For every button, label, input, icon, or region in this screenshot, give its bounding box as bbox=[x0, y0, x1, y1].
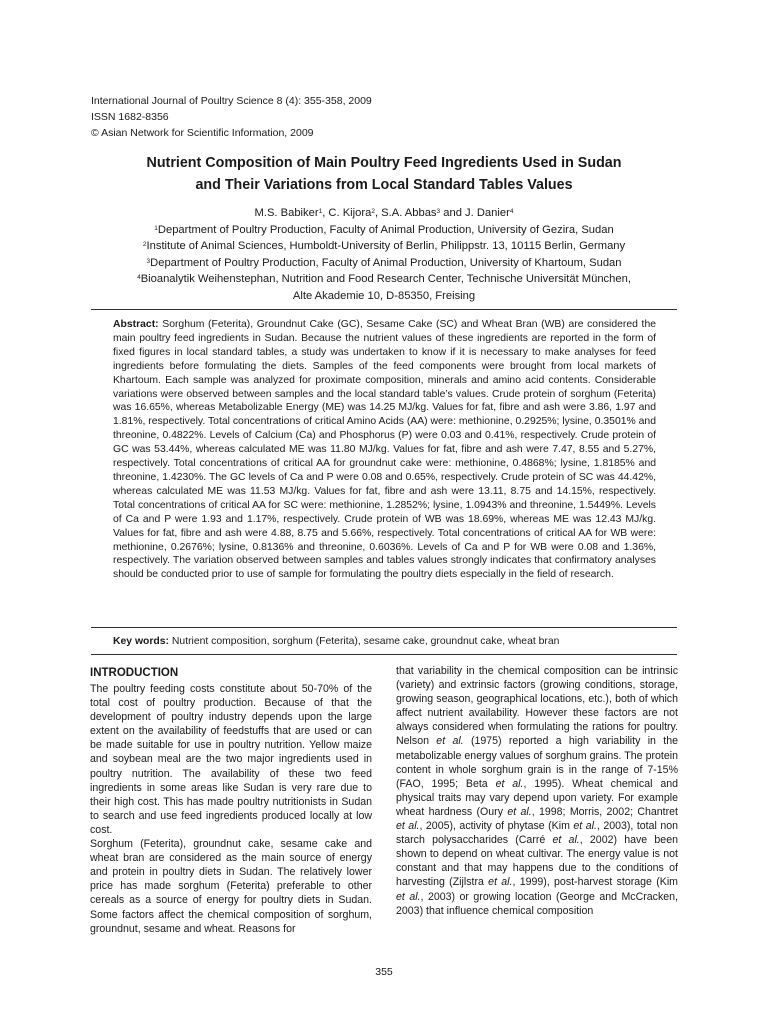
left-column bbox=[90, 664, 372, 936]
author-name: S.A. Abbas bbox=[381, 207, 437, 219]
affiliation bbox=[80, 271, 688, 288]
text-run-italic: et al. bbox=[495, 777, 524, 790]
text-run: , 2003) or growing location (George and McCracken, 2003) that influence chemical composition bbox=[396, 890, 678, 917]
text-run: , 2003), total non starch polysaccharides (Carré bbox=[396, 820, 679, 847]
author-mark: 3 bbox=[436, 208, 441, 215]
affiliation bbox=[80, 255, 688, 272]
author-separator: , bbox=[374, 207, 382, 219]
text-run-italic: et al. bbox=[436, 735, 464, 748]
text-run: , 2002) have been shown to depend on wheat cultivar. The energy value is not constant and that may happens due to the conditions of harvesting (Zijlstra bbox=[396, 834, 678, 889]
affiliation bbox=[80, 238, 688, 255]
author-separator: and bbox=[440, 207, 466, 219]
text-run-italic: et al. bbox=[396, 890, 421, 903]
affiliation-text: Bioanalytik Weihenstephan, Nutrition and Food Research Center, Technische Universität München, bbox=[140, 273, 631, 285]
abstract bbox=[113, 318, 656, 582]
abstract-text: Sorghum (Feterita), Groundnut Cake (GC), Sesame Cake (SC) and Wheat Bran (WB) are considered the main poultry feed ingredients in Sudan. Because the nutrient values of these ingredients are reported in the form of fixed figures in local standard tables, a study was undertaken to know if it is necessary to make analyses for feed ingredients before formulating the diets. Samples of the feed components were brought from local markets of Khartoum. Each sample was analyzed for proximate composition, minerals and amino acid contents. Considerable variations were observed between samples and the local standard table’s values. Crude protein of sorghum (Feterita) was 16.65%, whereas Metabolizable Energy (ME) was 14.25 MJ/kg. Values for fat, fibre and ash were 3.86, 1.97 and 1.81%, respectively. Total concentrations of critical Amino Acids (AA) were: methionine, 0.2925%; lysine, 0.3501% and threonine, 0.4822%. Levels of Calcium (Ca) and Phosphorus (P) were 0.03 and 0.41%, respectively. Crude protein of GC was 53.44%, whereas calculated ME was 11.80 MJ/kg. Values for fat, fibre and ash were 7.47, 8.55 and 5.27%, respectively. Total concentrations of critical AA for groundnut cake were: methionine, 0.4868%; lysine, 1.8185% and threonine, 1.4230%. The GC levels of Ca and P were 0.08 and 0.65%, respectively. Crude protein of SC was 44.42%, whereas calculated ME was 11.53 MJ/kg. Values for fat, fibre and ash were 13.11, 8.75 and 14.15%, respectively. Total concentrations of critical AA for SC were: methionine, 1.2852%; lysine, 1.0943% and threonine, 1.5449%. Levels of Ca and P were 1.93 and 1.17%, respectively. Crude protein of WB was 18.69%, whereas ME was 12.43 MJ/kg. Values for fat, fibre and ash were 4.88, 8.75 and 5.66%, respectively. Total concentrations of critical AA for WB were: methionine, 0.2676%; lysine, 0.8136% and threonine, 0.6036%. Levels of Ca and P for WB were 0.08 and 1.36%, respectively. The variation observed between samples and tables values strongly indicates that confirmatory analyses should be conducted prior to use of sample for formulating the poultry diets especially in the field of research. bbox=[113, 319, 657, 581]
text-run: , 2005), activity of phytase (Kim bbox=[419, 820, 574, 833]
author-separator: , bbox=[322, 207, 329, 219]
journal-issn: ISSN 1682-8356 bbox=[91, 111, 169, 123]
abstract-top-rule bbox=[91, 309, 677, 310]
title-line-2: and Their Variations from Local Standard Tables Values bbox=[195, 177, 573, 193]
page-number: 355 bbox=[375, 966, 393, 978]
affiliation-text: Institute of Animal Sciences, Humboldt-University of Berlin, Philippstr. 13, 10115 Berlin, Germany bbox=[146, 240, 626, 252]
affiliation-mark: 3 bbox=[146, 257, 151, 265]
title-line-1: Nutrient Composition of Main Poultry Feed Ingredients Used in Sudan bbox=[146, 155, 622, 171]
affiliation-mark: 1 bbox=[154, 224, 158, 232]
journal-header bbox=[91, 93, 372, 141]
affiliation-mark: 2 bbox=[142, 241, 147, 248]
author-name: C. Kijora bbox=[328, 207, 372, 219]
text-run: that variability in the chemical composition can be intrinsic (variety) and extrinsic factors (growing conditions, storage, growing season, geographical locations, etc.), both of which affect nutrient availability. However these factors are not always considered when formulating the rations for poultry. Nelson bbox=[396, 665, 678, 748]
affiliation-continued: Alte Akademie 10, D-85350, Freising bbox=[292, 289, 476, 302]
text-run: (1975) reported a high variability in the metabolizable energy values of sorghum grains. The protein content in whole sorghum grain is in the range of 7-15% (FAO, 1995; Beta bbox=[396, 735, 678, 790]
text-run: , 1995). Wheat chemical and physical traits may vary depend upon variety. For example wheat hardness (Oury bbox=[396, 777, 678, 818]
abstract-label: Abstract: bbox=[113, 319, 159, 330]
text-run-italic: et al. bbox=[488, 876, 513, 889]
text-run-italic: et al. bbox=[396, 820, 420, 833]
keywords-text: Nutrient composition, sorghum (Feterita), sesame cake, groundnut cake, wheat bran bbox=[171, 636, 560, 647]
author-name: M.S. Babiker bbox=[254, 207, 319, 219]
text-run: , 1999), post-harvest storage (Kim bbox=[512, 876, 679, 889]
author-name: J. Danier bbox=[465, 207, 510, 219]
abstract-bottom-rule bbox=[91, 627, 677, 628]
author-mark: 2 bbox=[371, 208, 375, 215]
paragraph: The poultry feeding costs constitute about 50-70% of the total cost of poultry production. Because of that the development of poultry industry depends upon the large extent on the availability of feedstuffs that are used or can be made suitable for use in poultry nutrition. Yellow maize and soybean meal are the two major ingredients used in poultry nutrition. The availability of these two feed ingredients in some areas like Sudan is very rare due to their high cost. This has made poultry nutritionists in Sudan to search and use feed ingredients produced locally at low cost. bbox=[90, 683, 372, 836]
paragraph: Sorghum (Feterita), groundnut cake, sesame cake and wheat bran are considered as the main source of energy and protein in poultry diets in Sudan. The relatively lower price has made sorghum (Feterita) preferable to other cereals as a source of energy for poultry diets in Sudan. Some factors affect the chemical composition of sorghum, groundnut, sesame and wheat. Reasons for bbox=[90, 838, 372, 935]
paragraph bbox=[396, 664, 678, 918]
affiliation-text: Department of Poultry Production, Faculty of Animal Production, University of Gezira, Sudan bbox=[157, 223, 614, 236]
right-column bbox=[396, 664, 678, 918]
author-mark: 1 bbox=[318, 208, 323, 215]
affiliation-mark: 4 bbox=[137, 274, 141, 281]
text-run: , 1998; Morris, 2002; Chantret bbox=[531, 805, 678, 818]
journal-citation: International Journal of Poultry Science 8 (4): 355-358, 2009 bbox=[91, 95, 372, 107]
author-list bbox=[80, 205, 688, 222]
text-run-italic: et al. bbox=[573, 820, 597, 833]
keywords-label: Key words: bbox=[113, 636, 170, 647]
text-run-italic: et al. bbox=[507, 805, 532, 818]
authors-block bbox=[80, 205, 688, 304]
section-heading-introduction: INTRODUCTION bbox=[90, 667, 179, 679]
author-mark: 4 bbox=[509, 208, 514, 215]
paper-title bbox=[90, 152, 678, 196]
affiliation bbox=[80, 222, 688, 239]
journal-copyright: © Asian Network for Scientific Information, 2009 bbox=[91, 127, 314, 139]
keywords-bottom-rule bbox=[91, 654, 677, 655]
affiliation-text: Department of Poultry Production, Faculty of Animal Production, University of Khartoum, Sudan bbox=[150, 256, 622, 269]
keywords bbox=[113, 635, 656, 649]
text-run-italic: et al. bbox=[552, 834, 580, 847]
